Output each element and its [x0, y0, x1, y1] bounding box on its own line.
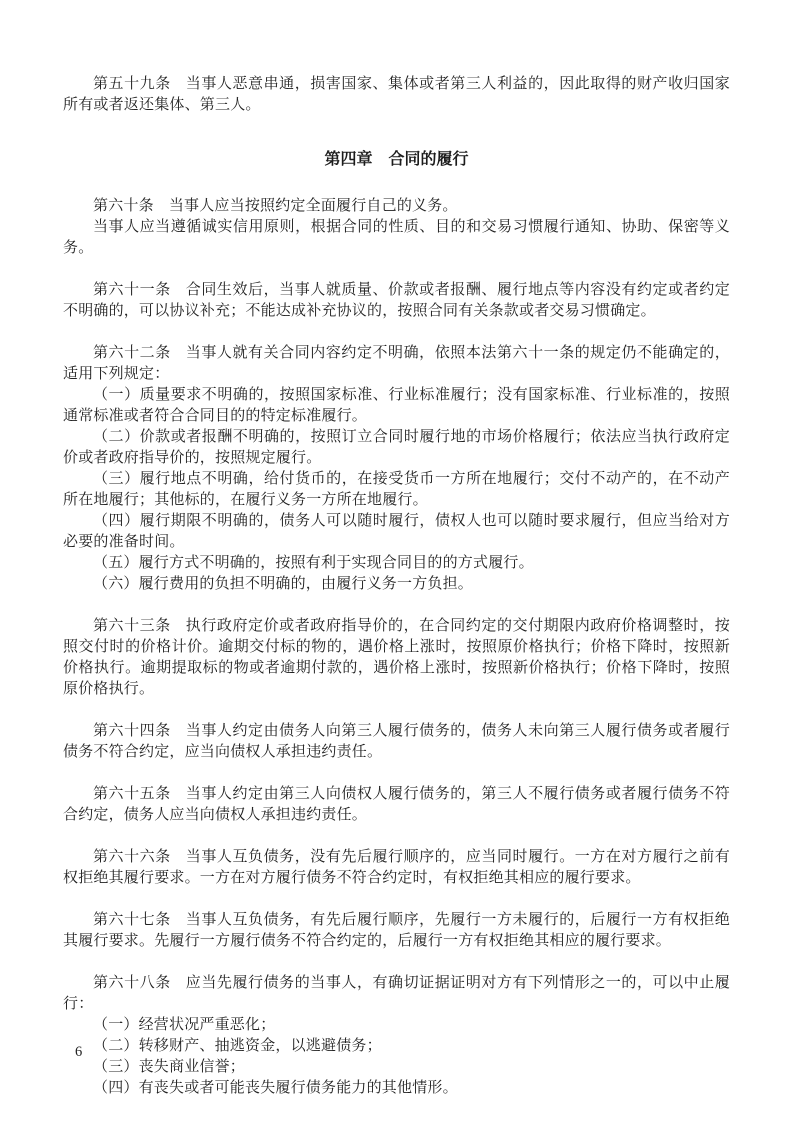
article-text: （二）价款或者报酬不明确的，按照订立合同时履行地的市场价格履行；依法应当执行政府定价或者政府指导价的，按照规定履行。 [63, 429, 730, 466]
article-67 [63, 910, 730, 952]
article-63-paragraph [63, 616, 730, 700]
article-text: （二）转移财产、抽逃资金，以逃避债务； [93, 1038, 382, 1054]
article-62-item-3 [63, 469, 730, 511]
article-66-paragraph [63, 847, 730, 889]
article-60-paragraph [63, 196, 730, 217]
article-66 [63, 847, 730, 889]
page-number: 6 [75, 1044, 83, 1060]
article-62-item-1 [63, 385, 730, 427]
article-68-item-3 [63, 1057, 730, 1078]
article-text: 当事人恶意串通，损害国家、集体或者第三人利益的，因此取得的财产收归国家所有或者返还集体、第三人。 [63, 76, 730, 113]
article-62 [63, 343, 730, 595]
article-68-item-1 [63, 1015, 730, 1036]
article-text: 当事人约定由第三人向债权人履行债务的，第三人不履行债务或者履行债务不符合约定，债务人应当向债权人承担违约责任。 [63, 786, 730, 823]
article-number: 第六十七条 [93, 912, 171, 928]
article-text: （四）有丧失或者可能丧失履行债务能力的其他情形。 [93, 1080, 458, 1096]
article-67-paragraph [63, 910, 730, 952]
article-63 [63, 616, 730, 700]
article-text: （四）履行期限不明确的，债务人可以随时履行，债权人也可以随时要求履行，但应当给对方必要的准备时间。 [63, 513, 730, 550]
article-text: 当事人约定由债务人向第三人履行债务的，债务人未向第三人履行债务或者履行债务不符合约定，应当向债权人承担违约责任。 [63, 723, 730, 760]
article-text: （一）质量要求不明确的，按照国家标准、行业标准履行；没有国家标准、行业标准的，按照通常标准或者符合合同目的的特定标准履行。 [63, 387, 730, 424]
article-number: 第六十四条 [93, 723, 171, 739]
article-text: 当事人互负债务，没有先后履行顺序的，应当同时履行。一方在对方履行之前有权拒绝其履行要求。一方在对方履行债务不符合约定时，有权拒绝其相应的履行要求。 [63, 849, 730, 886]
article-text: 当事人互负债务，有先后履行顺序，先履行一方未履行的，后履行一方有权拒绝其履行要求。先履行一方履行债务不符合约定的，后履行一方有权拒绝其相应的履行要求。 [63, 912, 730, 949]
article-number: 第六十六条 [93, 849, 171, 865]
article-68 [63, 973, 730, 1099]
article-64-paragraph [63, 721, 730, 763]
article-text: 合同生效后，当事人就质量、价款或者报酬、履行地点等内容没有约定或者约定不明确的，可以协议补充；不能达成补充协议的，按照合同有关条款或者交易习惯确定。 [63, 282, 730, 319]
article-60 [63, 196, 730, 259]
article-60-paragraph [63, 217, 730, 259]
article-59-paragraph [63, 74, 730, 116]
article-text: （三）丧失商业信誉； [93, 1059, 246, 1075]
article-number: 第六十条 [93, 198, 154, 214]
article-text: 当事人应当按照约定全面履行自己的义务。 [168, 198, 458, 214]
article-text: （五）履行方式不明确的，按照有利于实现合同目的的方式履行。 [93, 555, 534, 571]
article-62-item-6 [63, 574, 730, 595]
article-text: 应当先履行债务的当事人，有确切证据证明对方有下列情形之一的，可以中止履行： [63, 975, 730, 1012]
article-59 [63, 74, 730, 116]
article-65-paragraph [63, 784, 730, 826]
article-62-item-2 [63, 427, 730, 469]
article-64 [63, 721, 730, 763]
article-62-item-4 [63, 511, 730, 553]
article-62-item-5 [63, 553, 730, 574]
article-number: 第六十五条 [93, 786, 171, 802]
article-62-paragraph [63, 343, 730, 385]
article-number: 第六十八条 [93, 975, 171, 991]
article-61-paragraph [63, 280, 730, 322]
article-number: 第六十三条 [93, 618, 171, 634]
article-number: 第六十一条 [93, 282, 171, 298]
article-text: （一）经营状况严重恶化； [93, 1017, 276, 1033]
article-text: 当事人应当遵循诚实信用原则，根据合同的性质、目的和交易习惯履行通知、协助、保密等义务。 [63, 219, 730, 256]
article-text: 当事人就有关合同内容约定不明确，依照本法第六十一条的规定仍不能确定的，适用下列规定： [63, 345, 730, 382]
article-65 [63, 784, 730, 826]
article-number: 第五十九条 [93, 76, 171, 92]
article-68-item-2 [63, 1036, 730, 1057]
article-68-paragraph [63, 973, 730, 1015]
article-68-item-4 [63, 1078, 730, 1099]
article-text: 执行政府定价或者政府指导价的，在合同约定的交付期限内政府价格调整时，按照交付时的价格计价。逾期交付标的物的，遇价格上涨时，按照原价格执行；价格下降时，按照新价格执行。逾期提取标的物或者逾期付款的，遇价格上涨时，按照新价格执行；价格下降时，按照原价格执行。 [63, 618, 730, 697]
article-text: （三）履行地点不明确，给付货币的，在接受货币一方所在地履行；交付不动产的，在不动产所在地履行；其他标的，在履行义务一方所在地履行。 [63, 471, 730, 508]
article-text: （六）履行费用的负担不明确的，由履行义务一方负担。 [93, 576, 474, 592]
article-number: 第六十二条 [93, 345, 171, 361]
article-61 [63, 280, 730, 322]
chapter-heading: 第四章 合同的履行 [324, 151, 469, 168]
